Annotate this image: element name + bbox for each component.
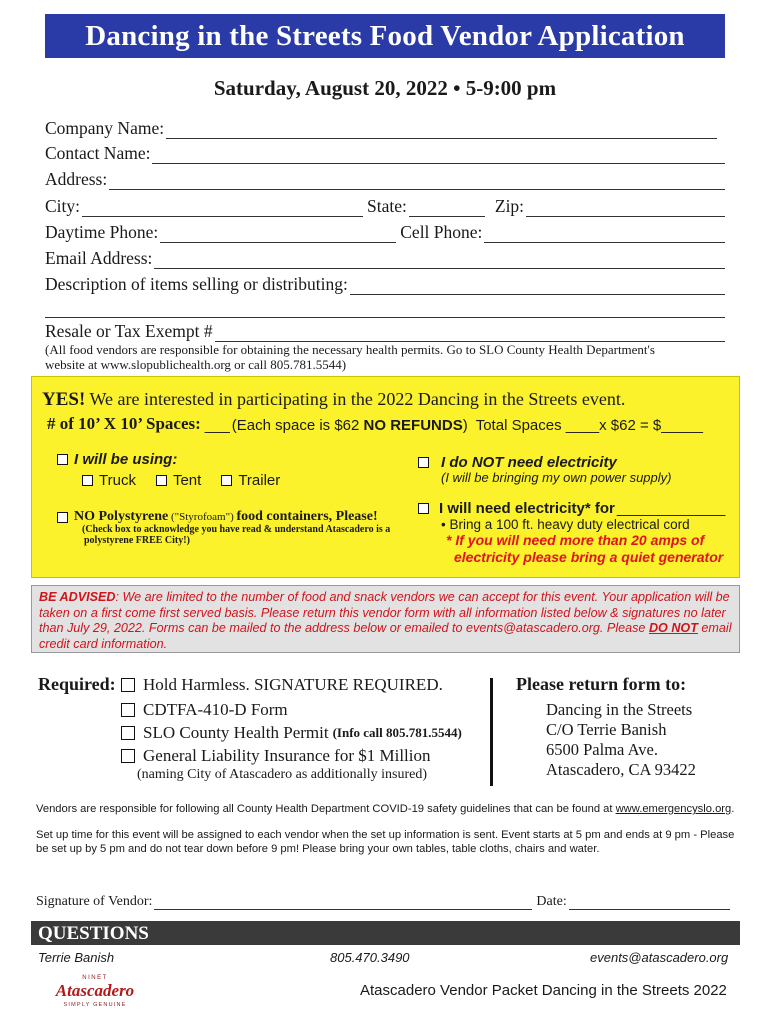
poly-note-line-2: polystyrene FREE City!) — [84, 535, 190, 546]
return-form-title: Please return form to: — [516, 674, 687, 694]
no-electricity-label: I do NOT need electricity — [441, 454, 617, 471]
total-spaces-calc[interactable]: Total Spaces ____x $62 = $_____ — [475, 417, 703, 434]
resale-label: Resale or Tax Exempt # — [45, 321, 213, 341]
no-electricity-option[interactable] — [418, 454, 617, 471]
using-label: I will be using: — [74, 451, 178, 468]
return-address-line: 6500 Palma Ave. — [546, 740, 658, 759]
using-option[interactable] — [57, 451, 177, 468]
insurance-note: (naming City of Atascadero as additionally insured) — [137, 767, 428, 782]
trailer-checkbox[interactable] — [221, 475, 232, 486]
need-electricity-checkbox[interactable] — [418, 503, 429, 514]
cord-instruction: • Bring a 100 ft. heavy duty electrical cord — [441, 517, 690, 532]
company-name-input[interactable] — [166, 124, 717, 139]
spaces-note-prefix: (Each space is $62 — [231, 417, 364, 434]
city-state-zip-row — [45, 195, 725, 217]
address-input[interactable] — [109, 175, 725, 190]
insurance-checkbox[interactable] — [121, 749, 135, 763]
required-label: Required: — [38, 674, 116, 694]
description-field[interactable] — [45, 273, 725, 295]
required-item[interactable] — [121, 746, 431, 766]
spaces-note — [232, 417, 468, 434]
no-electricity-checkbox[interactable] — [418, 457, 429, 468]
poly-note-line-1: (Check box to acknowledge you have read & understand Atascadero is a — [82, 524, 391, 535]
emergencyslo-link[interactable]: www.emergencyslo.org — [615, 803, 732, 815]
tent-checkbox[interactable] — [156, 475, 167, 486]
atascadero-logo — [40, 970, 150, 1010]
daytime-phone-input[interactable] — [160, 228, 396, 243]
contact-name-label: Contact Name: — [45, 143, 151, 163]
email-input[interactable] — [154, 254, 725, 269]
hold-harmless-label: Hold Harmless. SIGNATURE REQUIRED. — [143, 675, 443, 694]
phone-row — [45, 221, 725, 243]
covid-guidelines-note — [36, 802, 736, 816]
contact-name: Terrie Banish — [38, 950, 115, 965]
logo-top-text: NINET — [82, 975, 108, 981]
amps-warning-line-2: electricity please bring a quiet generator — [454, 549, 724, 565]
styrofoam-text: ("Styrofoam") — [168, 511, 237, 523]
description-input[interactable] — [350, 280, 725, 295]
hold-harmless-checkbox[interactable] — [121, 678, 135, 692]
health-note-line-2: website at www.slopublichealth.org or call 805.781.5544) — [45, 357, 347, 372]
resale-field[interactable] — [45, 320, 725, 342]
health-permit-checkbox[interactable] — [121, 726, 135, 740]
resale-input[interactable] — [215, 327, 725, 342]
contact-name-field[interactable] — [45, 142, 725, 164]
be-advised-text-1: : We are limited to the number of food and snack vendors we can accept for this event. Your application will be taken on a first come first served basis. Please return this vendor form with all information listed below & signatures no later than July 29, 2022. Forms can be mailed to the address below or emailed to events@atascadero.org. Please — [39, 590, 730, 635]
need-electricity-option[interactable] — [418, 500, 725, 517]
setup-note: Set up time for this event will be assigned to each vendor when the set up information is sent. Event starts at 5 pm and ends at 9 pm - Please be set up by 5 pm and do not tear down before 9 pm! Please bring your own tables, table cloths, chairs and water. — [36, 829, 735, 855]
form-title: Dancing in the Streets Food Vendor Application — [45, 14, 725, 58]
state-input[interactable] — [409, 202, 485, 217]
return-address — [546, 700, 696, 780]
health-permit-label: SLO County Health Permit — [143, 723, 329, 742]
spaces-note-suffix: ) — [462, 417, 468, 434]
spaces-input[interactable]: ___ — [204, 417, 230, 434]
address-label: Address: — [45, 169, 108, 189]
cell-phone-input[interactable] — [484, 228, 725, 243]
state-label: State: — [367, 196, 407, 216]
cdtfa-label: CDTFA-410-D Form — [143, 700, 288, 719]
using-checkbox[interactable] — [57, 454, 68, 465]
return-address-line: Dancing in the Streets — [546, 700, 693, 719]
truck-checkbox[interactable] — [82, 475, 93, 486]
spaces-row — [47, 414, 703, 434]
required-item[interactable] — [121, 675, 443, 695]
amps-warning — [446, 532, 723, 566]
contact-email[interactable]: events@atascadero.org — [590, 950, 729, 965]
no-refunds-label: NO REFUNDS — [363, 417, 463, 434]
questions-header: QUESTIONS — [31, 921, 740, 945]
no-polystyrene-bold: NO Polystyrene — [74, 509, 169, 524]
food-containers-bold: food containers, Please! — [236, 509, 378, 524]
signature-label: Signature of Vendor: — [36, 894, 153, 909]
covid-note-end: . — [731, 803, 735, 815]
own-power-note: (I will be bringing my own power supply) — [441, 470, 672, 485]
required-item[interactable] — [121, 723, 462, 743]
be-advised-text-2: email credit card information. — [39, 621, 732, 651]
do-not-label: DO NOT — [648, 621, 698, 635]
city-label: City: — [45, 196, 81, 216]
cdtfa-checkbox[interactable] — [121, 703, 135, 717]
be-advised-label: BE ADVISED — [39, 590, 116, 604]
date-input[interactable] — [569, 897, 730, 910]
participation-statement — [42, 389, 625, 411]
logo-name: Atascadero — [55, 981, 135, 1000]
health-note-line-1: (All food vendors are responsible for obtaining the necessary health permits. Go to SLO County Health Department's — [45, 342, 655, 357]
daytime-phone-label: Daytime Phone: — [45, 222, 159, 242]
return-address-line: C/O Terrie Banish — [546, 720, 667, 739]
amps-warning-line-1: * If you will need more than 20 amps of — [446, 532, 705, 548]
no-polystyrene-option[interactable] — [57, 509, 378, 525]
zip-input[interactable] — [526, 202, 725, 217]
description-label: Description of items selling or distributing: — [45, 274, 348, 294]
email-field[interactable] — [45, 247, 725, 269]
vehicle-options — [82, 472, 280, 489]
address-field[interactable] — [45, 168, 725, 190]
trailer-label: Trailer — [238, 472, 281, 489]
yes-label: YES! — [42, 389, 86, 410]
truck-label: Truck — [99, 472, 136, 489]
no-polystyrene-checkbox[interactable] — [57, 512, 68, 523]
covid-note-text: Vendors are responsible for following all County Health Department COVID-19 safety guidelines that can be found at — [36, 803, 616, 815]
no-polystyrene-label — [74, 509, 378, 525]
date-label: Date: — [536, 894, 567, 909]
description-continuation[interactable] — [45, 296, 725, 318]
contact-phone: 805.470.3490 — [330, 950, 410, 965]
electricity-purpose-input[interactable]: _____________ — [616, 500, 726, 517]
need-electricity-label: I will need electricity* for — [439, 500, 615, 517]
company-name-label: Company Name: — [45, 118, 165, 138]
insurance-label: General Liability Insurance for $1 Million — [143, 746, 431, 765]
polystyrene-acknowledgement — [82, 524, 390, 546]
contact-name-input[interactable] — [152, 149, 725, 164]
spaces-label: # of 10’ X 10’ Spaces: — [47, 414, 201, 433]
signature-row — [36, 894, 730, 910]
event-date: Saturday, August 20, 2022 • 5-9:00 pm — [213, 76, 557, 100]
yes-text: We are interested in participating in the 2022 Dancing in the Streets event. — [85, 389, 626, 409]
city-input[interactable] — [82, 202, 363, 217]
cell-phone-label: Cell Phone: — [400, 222, 483, 242]
be-advised-notice — [31, 585, 740, 653]
health-info-note: (Info call 805.781.5544) — [332, 725, 462, 740]
company-name-field[interactable] — [45, 117, 717, 139]
section-divider — [490, 678, 493, 786]
description-input-line-2[interactable] — [45, 303, 725, 318]
health-permit-note — [45, 342, 725, 372]
logo-tagline: SIMPLY GENUINE — [63, 1002, 127, 1008]
tent-label: Tent — [172, 472, 202, 489]
required-item[interactable] — [121, 700, 288, 720]
email-label: Email Address: — [45, 248, 153, 268]
zip-label: Zip: — [494, 196, 525, 216]
signature-input[interactable] — [154, 897, 532, 910]
return-address-line: Atascadero, CA 93422 — [546, 760, 696, 779]
page-footer: Atascadero Vendor Packet Dancing in the Streets 2022 — [360, 982, 727, 999]
